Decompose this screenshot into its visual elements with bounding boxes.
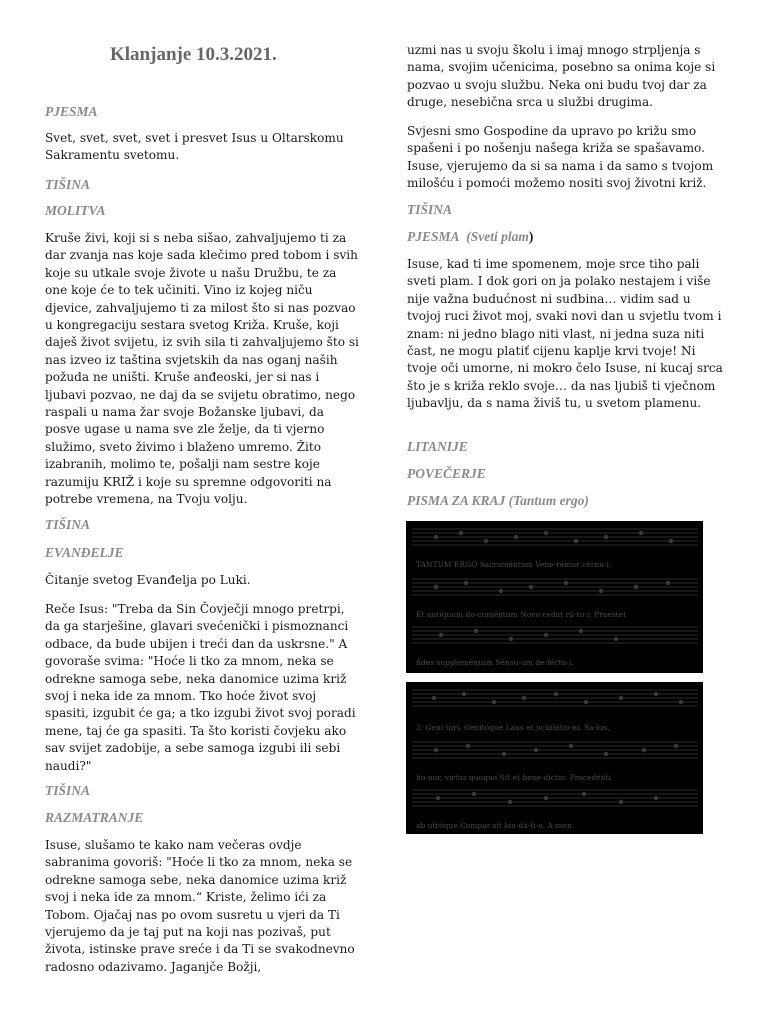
music-score-1 <box>406 521 703 673</box>
music-score-1-notation <box>406 521 703 673</box>
heading-tisina-3: TIŠINA <box>45 783 91 798</box>
heading-pjesma-subtitle: (Sveti plam <box>466 229 529 244</box>
heading-pjesma-paren: ) <box>528 229 534 244</box>
score-1-lyric-line-2: Et antíquum do-cuméntum Novo cedat ríi-tu-i: Praestet <box>416 610 627 619</box>
paragraph-citanje: Čitanje svetog Evanđelja po Luki. <box>45 573 251 587</box>
heading-tisina-1: TIŠINA <box>45 177 91 192</box>
paragraph-razmatranje: Isuse, slušamo te kako nam večeras ovdje sabranima govoriš: "Hoće li tko za mnom, neka se odrekne samoga sebe, neka danomice uzima križ svoj i neka ide za mnom.“ Kriste, želimo ići za Tobom. Ojačaj nas po ovom susretu u vjeri da Ti vjerujemo da je taj put na koji nas pozivaš, put života, istinske prave sreće i da Ti se svakodnevno radosno odazivamo. Jaganjče Božji, <box>45 838 355 974</box>
paragraph-evandelje: Reče Isus: "Treba da Sin Čovječji mnogo pretrpi, da ga starješine, glavari svećenički i pismoznanci odbace, da bude ubijen i treći dan da uskrsne." A govoraše svima: "Hoće li tko za mnom, neka se odrekne samoga sebe, neka danomice uzima križ svoj i neka ide za mnom. Tko hoće život svoj spasiti, izgubit će ga; a tko izgubi život svoj poradi mene, taj će ga spasiti. Ta što koristi čovjeku ako sav svijet zadobije, a sebe samoga izgubi ili sebi naudi?" <box>45 602 356 773</box>
heading-evandelje: EVANĐELJE <box>45 545 124 560</box>
heading-pisma-subtitle: (Tantum ergo) <box>508 493 589 508</box>
paragraph-pjesma: Svet, svet, svet, svet i presvet Isus u Oltarskomu Sakramentu svetomu. <box>45 131 344 163</box>
heading-pisma-za-kraj <box>407 493 589 509</box>
heading-tisina: TIŠINA <box>407 202 453 217</box>
heading-pjesma: PJESMA <box>45 104 98 119</box>
heading-razmatranje: RAZMATRANJE <box>45 810 144 825</box>
heading-pisma-label: PISMA ZA KRAJ <box>407 493 506 508</box>
score-2-lyric-line-2: ho-nor, virtus quoque Sit et bene-dictio: Procedénti <box>416 773 611 782</box>
paragraph-svjesni: Svjesni smo Gospodine da upravo po križu smo spašeni i po nošenju našega križa se spašavamo. Isuse, vjerujemo da si sa nama i da samo s tvojom milošću i pomoći možemo nositi svoj životni križ. <box>407 124 714 191</box>
score-2-lyric-line-3: ab utróque Compar sit lau-dá-ti-o. A-men. <box>416 821 575 830</box>
paragraph-continued: uzmi nas u svoju školu i imaj mnogo strpljenja s nama, svojim učenicima, posebno sa onima koje si pozvao u svoju službu. Neka oni budu tvoj dar za druge, nesebična srca u službi drugima. <box>407 43 716 110</box>
score-1-lyric-line-1: TANTUM ERGO Sacraméntum Vene-rémur cérnu-i: <box>416 560 612 569</box>
music-score-2-notation <box>406 682 703 834</box>
music-score-2 <box>406 682 703 834</box>
heading-molitva: MOLITVA <box>45 203 106 218</box>
heading-povecerje: POVEČERJE <box>407 466 486 481</box>
paragraph-molitva: Kruše živi, koji si s neba sišao, zahvaljujemo ti za dar zvanja nas koje sada klečimo pred tobom i svih koje su utkale svoje živote u našu Družbu, te za one koje će to tek učiniti. Vino iz kojeg niču djevice, zahvaljujemo ti za milost što si nas pozvao u kongregaciju sestara svetog Križa. Kruše, koji daješ život svijetu, iz svih sila ti zahvaljujemo što si nas izveo iz taština svjetskih da nas oganj naših požuda ne uništi. Kruše anđeoski, jer si nas i ljubavi pozvao, ne daj da se svijetu obratimo, nego raspali u nama žar svoje Božanske ljubavi, da posve ugase u nama sve zle želje, da ti vjerno služimo, sveto živimo i blaženo umremo. Žito izabranih, molimo te, pošalji nam sestre koje razumiju KRIŽ i koje su spremne odgovoriti na potrebe vremena, na Tvoju volju. <box>45 231 359 507</box>
score-1-lyric-line-3: fides suppleméntum Sénsu-um de-féctu-i. <box>416 658 574 667</box>
score-2-lyric-line-1: 2. Geni-tori, Genitóque Laus et ju-bilátio-ni, Sa-lus, <box>416 723 610 732</box>
page-title: Klanjanje 10.3.2021. <box>110 44 277 65</box>
heading-pjesma-sveti-plam <box>407 229 533 245</box>
heading-pjesma-label: PJESMA <box>407 229 460 244</box>
paragraph-sveti-plam: Isuse, kad ti ime spomenem, moje srce tiho pali sveti plam. I dok gori on ja polako nestajem i više nije važna budućnost ni sudbina… vidim sad u tvojoj ruci život moj, svaki novi dan u svjetlu tvom i znam: ni jedno blago niti vlast, ni jedna suza niti čast, ne mogu platiť cijenu kaplje krvi tvoje! Ni tvoje oči umorne, ni mokro čelo Isuse, ni kucaj srca što je s križa reklo svoje… da nas ljubiš ti vječnom ljubavlju, da s nama živiš tu, u svetom plamenu. <box>407 257 723 411</box>
heading-tisina-2: TIŠINA <box>45 517 91 532</box>
heading-litanije: LITANIJE <box>407 439 468 454</box>
